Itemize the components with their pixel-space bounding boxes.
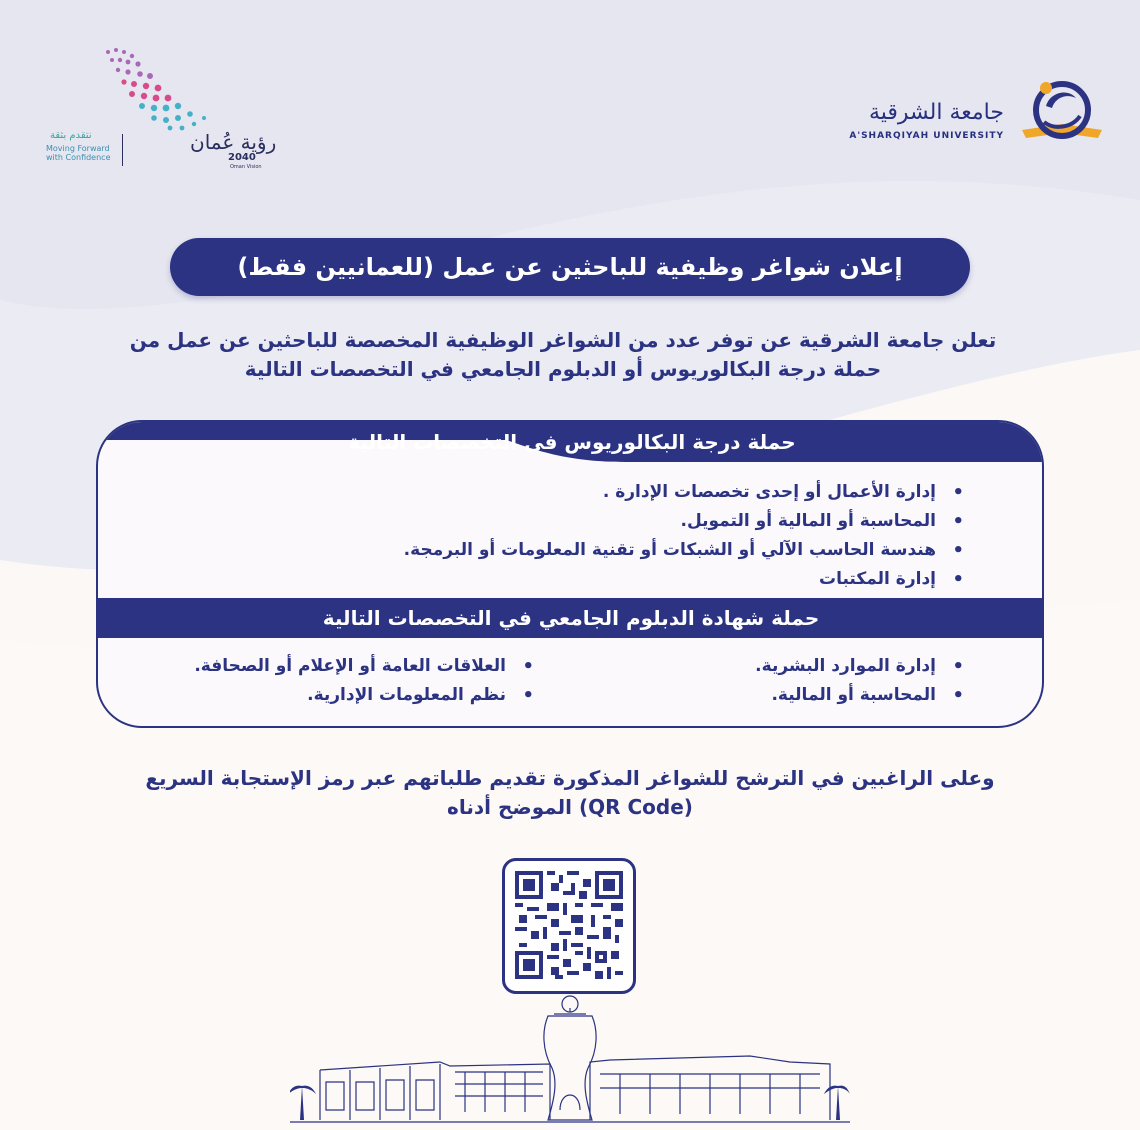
outro-line-2: (QR Code) الموضح أدناه bbox=[447, 795, 693, 819]
campus-illustration bbox=[290, 990, 850, 1130]
bachelor-list bbox=[404, 478, 964, 594]
university-name-arabic: جامعة الشرقية bbox=[868, 100, 1004, 125]
university-emblem-icon bbox=[1016, 76, 1108, 152]
bachelor-item: • إدارة الأعمال أو إحدى تخصصات الإدارة . bbox=[404, 478, 964, 507]
application-instructions bbox=[100, 764, 1040, 822]
vision-year: 2040 bbox=[228, 152, 256, 163]
diploma-list-left bbox=[194, 652, 534, 710]
bachelor-item: • هندسة الحاسب الآلي أو الشبكات أو تقنية المعلومات أو البرمجة. bbox=[404, 536, 964, 565]
announcement-title: إعلان شواغر وظيفية للباحثين عن عمل (للعمانيين فقط) bbox=[170, 238, 970, 296]
vision-tagline-line-2: with Confidence bbox=[46, 153, 111, 162]
intro-line-1: تعلن جامعة الشرقية عن توفر عدد من الشواغر الوظيفية المخصصة للباحثين عن عمل من bbox=[129, 328, 997, 352]
vision-tagline-arabic: نتقدم بثقة bbox=[50, 130, 92, 141]
intro-line-2: حملة درجة البكالوريوس أو الدبلوم الجامعي في التخصصات التالية bbox=[244, 357, 882, 381]
specializations-box bbox=[96, 420, 1044, 728]
university-name-english: A'SHARQIYAH UNIVERSITY bbox=[849, 131, 1004, 141]
vision-divider bbox=[122, 134, 123, 166]
diploma-heading: حملة شهادة الدبلوم الجامعي في التخصصات التالية bbox=[96, 598, 1044, 638]
vision-dots-icon bbox=[98, 42, 218, 138]
bachelor-item: • المحاسبة أو المالية أو التمويل. bbox=[404, 507, 964, 536]
diploma-item: • إدارة الموارد البشرية. bbox=[755, 652, 964, 681]
intro-paragraph bbox=[80, 326, 1046, 384]
vision-sub: Oman Vision bbox=[230, 164, 262, 170]
university-logo bbox=[849, 74, 1116, 154]
oman-vision-logo bbox=[40, 42, 280, 172]
diploma-item: • نظم المعلومات الإدارية. bbox=[194, 681, 534, 710]
diploma-item: • المحاسبة أو المالية. bbox=[755, 681, 964, 710]
vision-title: رؤية عُمان bbox=[190, 130, 277, 154]
vision-tagline-line-1: Moving Forward bbox=[46, 144, 110, 153]
outro-line-1: وعلى الراغبين في الترشح للشواغر المذكورة تقديم طلباتهم عبر رمز الإستجابة السريع bbox=[145, 766, 995, 790]
diploma-list-right bbox=[755, 652, 964, 710]
diploma-item: • العلاقات العامة أو الإعلام أو الصحافة. bbox=[194, 652, 534, 681]
bachelor-item: • إدارة المكتبات bbox=[404, 565, 964, 594]
qr-code[interactable] bbox=[502, 858, 636, 994]
vision-tagline-english bbox=[46, 144, 111, 162]
bachelor-heading: حملة درجة البكالوريوس في التخصصات التالية bbox=[348, 430, 796, 454]
qr-code-icon bbox=[515, 871, 623, 979]
